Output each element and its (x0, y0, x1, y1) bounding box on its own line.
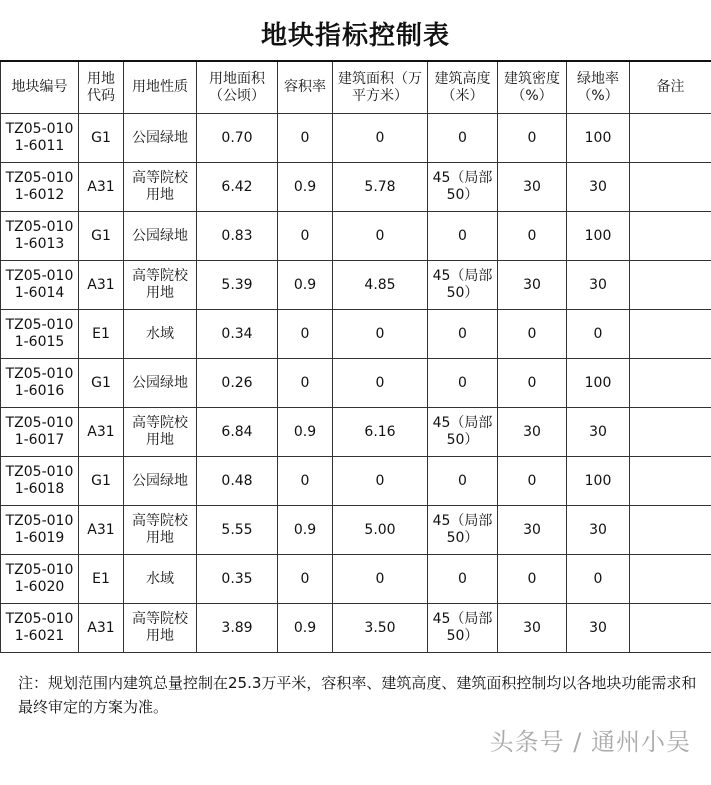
table-cell: TZ05-0101-6014 (1, 261, 79, 310)
table-cell: 0 (278, 555, 333, 604)
column-header: 建筑密度（%） (498, 61, 567, 114)
table-cell: 0 (498, 359, 567, 408)
table-cell: 0 (498, 555, 567, 604)
table-cell: 3.50 (333, 604, 428, 653)
column-header: 用地代码 (79, 61, 124, 114)
table-cell: 0 (428, 555, 498, 604)
table-cell: 30 (498, 261, 567, 310)
table-cell: 45（局部50） (428, 408, 498, 457)
table-cell: 高等院校用地 (124, 408, 197, 457)
table-cell (630, 604, 711, 653)
table-cell: 100 (567, 457, 630, 506)
table-cell: TZ05-0101-6016 (1, 359, 79, 408)
table-cell: 6.16 (333, 408, 428, 457)
table-row (1, 506, 711, 555)
table-row (1, 604, 711, 653)
table-row (1, 114, 711, 163)
table-cell: TZ05-0101-6017 (1, 408, 79, 457)
table-cell: 0 (428, 457, 498, 506)
table-cell: 0.48 (197, 457, 278, 506)
table-cell: 0 (278, 114, 333, 163)
table-cell: G1 (79, 457, 124, 506)
table-cell: 公园绿地 (124, 457, 197, 506)
table-cell (630, 555, 711, 604)
table-cell: 30 (498, 604, 567, 653)
table-cell: 30 (567, 163, 630, 212)
table-cell: 0 (333, 212, 428, 261)
table-cell: 0 (498, 114, 567, 163)
table-row (1, 457, 711, 506)
table-cell: 高等院校用地 (124, 604, 197, 653)
table-cell: 公园绿地 (124, 212, 197, 261)
table-cell: 0 (498, 212, 567, 261)
table-cell: 45（局部50） (428, 261, 498, 310)
table-cell: 0.70 (197, 114, 278, 163)
table-cell (630, 408, 711, 457)
table-cell: E1 (79, 310, 124, 359)
table-cell: TZ05-0101-6021 (1, 604, 79, 653)
table-cell: 3.89 (197, 604, 278, 653)
column-header: 建筑面积（万平方米） (333, 61, 428, 114)
table-cell: 水域 (124, 310, 197, 359)
table-cell: 6.84 (197, 408, 278, 457)
column-header: 容积率 (278, 61, 333, 114)
table-cell: 0 (278, 457, 333, 506)
table-row (1, 261, 711, 310)
table-cell: 100 (567, 212, 630, 261)
table-cell: 45（局部50） (428, 506, 498, 555)
table-cell (630, 359, 711, 408)
column-header: 地块编号 (1, 61, 79, 114)
table-cell: 0.9 (278, 604, 333, 653)
table-cell (630, 457, 711, 506)
table-cell: 公园绿地 (124, 114, 197, 163)
table-cell: 30 (567, 604, 630, 653)
table-cell: 0 (278, 212, 333, 261)
table-cell: 0 (428, 359, 498, 408)
table-cell: 公园绿地 (124, 359, 197, 408)
table-cell (630, 212, 711, 261)
table-cell: 30 (498, 506, 567, 555)
table-row (1, 212, 711, 261)
table-cell: 0 (428, 114, 498, 163)
table-cell: 0.83 (197, 212, 278, 261)
table-cell: 0 (428, 310, 498, 359)
table-cell: 30 (498, 408, 567, 457)
table-cell: 0 (567, 310, 630, 359)
table-cell: TZ05-0101-6020 (1, 555, 79, 604)
table-cell: 45（局部50） (428, 163, 498, 212)
table-cell: 0 (333, 310, 428, 359)
table-cell: 0.9 (278, 408, 333, 457)
table-cell: 0 (498, 310, 567, 359)
table-cell: 30 (567, 261, 630, 310)
table-cell: 30 (567, 408, 630, 457)
table-cell: E1 (79, 555, 124, 604)
table-cell: TZ05-0101-6018 (1, 457, 79, 506)
table-cell: 100 (567, 114, 630, 163)
table-cell: 100 (567, 359, 630, 408)
table-cell: 30 (567, 506, 630, 555)
table-cell: 0 (498, 457, 567, 506)
table-cell: TZ05-0101-6011 (1, 114, 79, 163)
table-cell: 0 (278, 310, 333, 359)
table-cell: A31 (79, 261, 124, 310)
table-row (1, 408, 711, 457)
table-cell (630, 261, 711, 310)
table-cell: TZ05-0101-6012 (1, 163, 79, 212)
table-cell: 高等院校用地 (124, 506, 197, 555)
table-cell: 0.9 (278, 261, 333, 310)
table-cell: TZ05-0101-6019 (1, 506, 79, 555)
column-header: 绿地率（%） (567, 61, 630, 114)
table-cell: TZ05-0101-6015 (1, 310, 79, 359)
table-cell: 5.00 (333, 506, 428, 555)
land-index-table (0, 60, 711, 653)
table-row (1, 555, 711, 604)
table-cell: 0.9 (278, 163, 333, 212)
table-row (1, 310, 711, 359)
footnote: 注：规划范围内建筑总量控制在25.3万平米，容积率、建筑高度、建筑面积控制均以各地块功能需求和最终审定的方案为准。 (18, 674, 697, 716)
table-cell: 30 (498, 163, 567, 212)
table-cell: 0 (333, 359, 428, 408)
table-cell: G1 (79, 359, 124, 408)
table-cell: 5.39 (197, 261, 278, 310)
column-header: 用地性质 (124, 61, 197, 114)
table-cell: 0 (333, 555, 428, 604)
table-cell: A31 (79, 408, 124, 457)
table-cell: A31 (79, 506, 124, 555)
table-cell: 4.85 (333, 261, 428, 310)
table-cell: 45（局部50） (428, 604, 498, 653)
watermark: 头条号 / 通州小吴 (489, 728, 691, 756)
table-cell: 0 (428, 212, 498, 261)
table-cell: A31 (79, 163, 124, 212)
table-row (1, 163, 711, 212)
table-cell: 5.78 (333, 163, 428, 212)
table-cell: 0 (333, 457, 428, 506)
table-cell (630, 506, 711, 555)
table-cell: 6.42 (197, 163, 278, 212)
table-cell: G1 (79, 212, 124, 261)
table-cell: 5.55 (197, 506, 278, 555)
table-header-row (1, 61, 711, 114)
table-cell: 0 (333, 114, 428, 163)
column-header: 建筑高度（米） (428, 61, 498, 114)
table-cell (630, 114, 711, 163)
table-cell: 0.34 (197, 310, 278, 359)
column-header: 用地面积（公顷） (197, 61, 278, 114)
table-row (1, 359, 711, 408)
table-cell: 0 (278, 359, 333, 408)
table-cell: 0.35 (197, 555, 278, 604)
table-cell: 0.9 (278, 506, 333, 555)
table-cell: G1 (79, 114, 124, 163)
column-header: 备注 (630, 61, 711, 114)
table-cell: 水域 (124, 555, 197, 604)
table-cell: A31 (79, 604, 124, 653)
table-cell: 0.26 (197, 359, 278, 408)
table-cell: 0 (567, 555, 630, 604)
table-cell (630, 163, 711, 212)
table-cell: 高等院校用地 (124, 163, 197, 212)
page-title: 地块指标控制表 (260, 21, 450, 51)
table-cell: 高等院校用地 (124, 261, 197, 310)
table-cell: TZ05-0101-6013 (1, 212, 79, 261)
table-cell (630, 310, 711, 359)
